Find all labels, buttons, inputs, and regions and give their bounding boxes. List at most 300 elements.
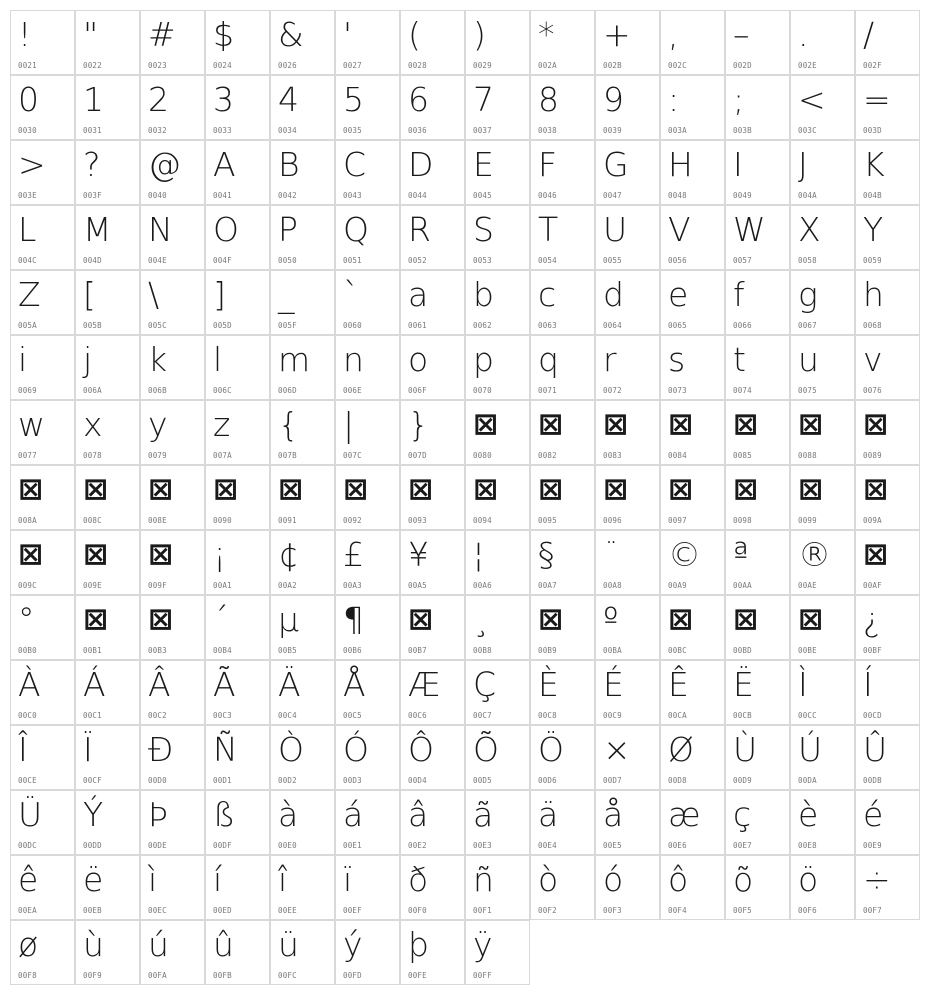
glyph-code-label: 0097 bbox=[668, 516, 687, 525]
glyph-cell-0089 bbox=[855, 400, 920, 465]
glyph-sample: s bbox=[668, 340, 686, 379]
glyph-sample: h bbox=[863, 275, 884, 314]
glyph-cell-009c bbox=[10, 530, 75, 595]
glyph-code-label: 00C2 bbox=[148, 711, 167, 720]
glyph-cell-00c0 bbox=[10, 660, 75, 725]
glyph-sample: Á bbox=[83, 665, 106, 704]
glyph-cell-0067 bbox=[790, 270, 855, 335]
glyph-code-label: 0091 bbox=[278, 516, 297, 525]
glyph-code-label: 0035 bbox=[343, 126, 362, 135]
glyph-sample: û bbox=[213, 925, 234, 964]
glyph-cell-0064 bbox=[595, 270, 660, 335]
glyph-sample: H bbox=[668, 145, 693, 184]
missing-glyph-icon: ⊠ bbox=[733, 407, 759, 442]
glyph-code-label: 00A8 bbox=[603, 581, 622, 590]
glyph-cell-006d bbox=[270, 335, 335, 400]
missing-glyph-icon: ⊠ bbox=[473, 472, 499, 507]
glyph-sample: 6 bbox=[408, 80, 429, 119]
glyph-cell-00ba bbox=[595, 595, 660, 660]
glyph-sample: É bbox=[603, 665, 624, 704]
glyph-cell-00e0 bbox=[270, 790, 335, 855]
glyph-code-label: 008C bbox=[83, 516, 102, 525]
glyph-code-label: 0073 bbox=[668, 386, 687, 395]
glyph-sample: g bbox=[798, 275, 818, 314]
glyph-code-label: 00C1 bbox=[83, 711, 102, 720]
glyph-cell-0027 bbox=[335, 10, 400, 75]
glyph-cell-0036 bbox=[400, 75, 465, 140]
glyph-cell-004e bbox=[140, 205, 205, 270]
glyph-sample: D bbox=[408, 145, 434, 184]
glyph-code-label: 00B5 bbox=[278, 646, 297, 655]
glyph-sample: £ bbox=[343, 535, 364, 574]
glyph-cell-006f bbox=[400, 335, 465, 400]
glyph-cell-00ee bbox=[270, 855, 335, 920]
glyph-cell-0058 bbox=[790, 205, 855, 270]
glyph-sample: = bbox=[863, 80, 891, 119]
glyph-cell-0083 bbox=[595, 400, 660, 465]
glyph-code-label: 0096 bbox=[603, 516, 622, 525]
glyph-cell-005a bbox=[10, 270, 75, 335]
glyph-cell-0047 bbox=[595, 140, 660, 205]
glyph-cell-0041 bbox=[205, 140, 270, 205]
glyph-sample: Ö bbox=[538, 730, 564, 769]
glyph-cell-00e6 bbox=[660, 790, 725, 855]
glyph-cell-00c8 bbox=[530, 660, 595, 725]
glyph-code-label: 00F4 bbox=[668, 906, 687, 915]
glyph-code-label: 0079 bbox=[148, 451, 167, 460]
glyph-cell-00c6 bbox=[400, 660, 465, 725]
glyph-sample: Ñ bbox=[213, 730, 238, 769]
glyph-sample: ¿ bbox=[863, 600, 881, 639]
glyph-cell-00bd bbox=[725, 595, 790, 660]
glyph-sample: K bbox=[863, 145, 885, 184]
glyph-sample: ! bbox=[18, 15, 32, 54]
glyph-code-label: 0066 bbox=[733, 321, 752, 330]
glyph-cell-0063 bbox=[530, 270, 595, 335]
glyph-sample: + bbox=[603, 15, 631, 54]
glyph-cell-00b6 bbox=[335, 595, 400, 660]
glyph-sample: # bbox=[148, 15, 176, 54]
glyph-cell-0046 bbox=[530, 140, 595, 205]
glyph-sample: x bbox=[83, 405, 103, 444]
glyph-code-label: 00C7 bbox=[473, 711, 492, 720]
glyph-code-label: 0059 bbox=[863, 256, 882, 265]
glyph-cell-00ed bbox=[205, 855, 270, 920]
glyph-cell-00d9 bbox=[725, 725, 790, 790]
glyph-cell-00a2 bbox=[270, 530, 335, 595]
missing-glyph-icon: ⊠ bbox=[798, 407, 824, 442]
glyph-code-label: 00CB bbox=[733, 711, 752, 720]
glyph-code-label: 0082 bbox=[538, 451, 557, 460]
glyph-cell-006a bbox=[75, 335, 140, 400]
glyph-code-label: 003A bbox=[668, 126, 687, 135]
glyph-sample: d bbox=[603, 275, 624, 314]
glyph-cell-00cc bbox=[790, 660, 855, 725]
glyph-code-label: 0064 bbox=[603, 321, 622, 330]
glyph-code-label: 00BC bbox=[668, 646, 687, 655]
missing-glyph-icon: ⊠ bbox=[603, 472, 629, 507]
glyph-code-label: 0034 bbox=[278, 126, 297, 135]
glyph-code-label: 0099 bbox=[798, 516, 817, 525]
glyph-code-label: 0052 bbox=[408, 256, 427, 265]
glyph-cell-0039 bbox=[595, 75, 660, 140]
glyph-code-label: 00F0 bbox=[408, 906, 427, 915]
glyph-cell-0085 bbox=[725, 400, 790, 465]
glyph-sample: r bbox=[603, 340, 617, 379]
glyph-code-label: 004C bbox=[18, 256, 37, 265]
glyph-code-label: 0065 bbox=[668, 321, 687, 330]
glyph-code-label: 0072 bbox=[603, 386, 622, 395]
glyph-code-label: 0058 bbox=[798, 256, 817, 265]
missing-glyph-icon: ⊠ bbox=[148, 472, 174, 507]
glyph-code-label: 00DD bbox=[83, 841, 102, 850]
missing-glyph-icon: ⊠ bbox=[18, 537, 44, 572]
glyph-cell-0062 bbox=[465, 270, 530, 335]
glyph-code-label: 0053 bbox=[473, 256, 492, 265]
glyph-sample: @ bbox=[148, 145, 181, 184]
glyph-cell-00b5 bbox=[270, 595, 335, 660]
glyph-code-label: 00F5 bbox=[733, 906, 752, 915]
glyph-sample: Ì bbox=[798, 665, 808, 704]
glyph-sample: < bbox=[798, 80, 826, 119]
glyph-cell-0034 bbox=[270, 75, 335, 140]
glyph-cell-0023 bbox=[140, 10, 205, 75]
glyph-code-label: 002C bbox=[668, 61, 687, 70]
glyph-cell-0056 bbox=[660, 205, 725, 270]
glyph-sample: ` bbox=[343, 275, 360, 314]
glyph-code-label: 00E1 bbox=[343, 841, 362, 850]
glyph-cell-00be bbox=[790, 595, 855, 660]
glyph-sample: i bbox=[18, 340, 28, 379]
glyph-sample: ¨ bbox=[603, 535, 620, 574]
glyph-sample: e bbox=[668, 275, 689, 314]
glyph-cell-00ae bbox=[790, 530, 855, 595]
missing-glyph-icon: ⊠ bbox=[343, 472, 369, 507]
glyph-cell-004a bbox=[790, 140, 855, 205]
glyph-cell-00c9 bbox=[595, 660, 660, 725]
glyph-sample: " bbox=[83, 15, 99, 54]
glyph-code-label: 009C bbox=[18, 581, 37, 590]
glyph-code-label: 005F bbox=[278, 321, 297, 330]
glyph-cell-00a5 bbox=[400, 530, 465, 595]
glyph-sample: Y bbox=[863, 210, 884, 249]
glyph-sample: Z bbox=[18, 275, 41, 314]
glyph-cell-00e9 bbox=[855, 790, 920, 855]
glyph-code-label: 00E7 bbox=[733, 841, 752, 850]
glyph-code-label: 00C8 bbox=[538, 711, 557, 720]
glyph-cell-00cb bbox=[725, 660, 790, 725]
glyph-sample: R bbox=[408, 210, 431, 249]
glyph-code-label: 00D5 bbox=[473, 776, 492, 785]
glyph-code-label: 00F6 bbox=[798, 906, 817, 915]
glyph-sample: } bbox=[408, 405, 429, 444]
glyph-sample: L bbox=[18, 210, 37, 249]
glyph-sample: V bbox=[668, 210, 691, 249]
glyph-code-label: 0070 bbox=[473, 386, 492, 395]
glyph-cell-00d0 bbox=[140, 725, 205, 790]
glyph-sample: Í bbox=[863, 665, 873, 704]
missing-glyph-icon: ⊠ bbox=[18, 472, 44, 507]
glyph-code-label: 006F bbox=[408, 386, 427, 395]
glyph-code-label: 0056 bbox=[668, 256, 687, 265]
glyph-code-label: 009F bbox=[148, 581, 167, 590]
glyph-sample: Ð bbox=[148, 730, 174, 769]
glyph-code-label: 0042 bbox=[278, 191, 297, 200]
glyph-sample: ´ bbox=[213, 600, 229, 639]
glyph-sample: Ü bbox=[18, 795, 43, 834]
glyph-sample: – bbox=[733, 15, 750, 54]
glyph-code-label: 00FC bbox=[278, 971, 297, 980]
glyph-sample: \ bbox=[148, 275, 160, 314]
glyph-sample: l bbox=[213, 340, 223, 379]
glyph-code-label: 0044 bbox=[408, 191, 427, 200]
glyph-cell-0042 bbox=[270, 140, 335, 205]
glyph-code-label: 0084 bbox=[668, 451, 687, 460]
glyph-sample: c bbox=[538, 275, 557, 314]
glyph-cell-0050 bbox=[270, 205, 335, 270]
glyph-cell-0080 bbox=[465, 400, 530, 465]
glyph-sample: ; bbox=[733, 80, 745, 119]
glyph-sample: § bbox=[538, 535, 555, 574]
glyph-cell-002b bbox=[595, 10, 660, 75]
glyph-code-label: 00E8 bbox=[798, 841, 817, 850]
glyph-sample: o bbox=[408, 340, 429, 379]
glyph-sample: ü bbox=[278, 925, 299, 964]
glyph-sample: & bbox=[278, 15, 304, 54]
glyph-cell-00e4 bbox=[530, 790, 595, 855]
glyph-cell-009e bbox=[75, 530, 140, 595]
glyph-cell-0044 bbox=[400, 140, 465, 205]
glyph-sample: é bbox=[863, 795, 884, 834]
glyph-code-label: 002D bbox=[733, 61, 752, 70]
glyph-cell-00f5 bbox=[725, 855, 790, 920]
glyph-code-label: 007A bbox=[213, 451, 232, 460]
glyph-cell-0099 bbox=[790, 465, 855, 530]
glyph-sample: × bbox=[603, 730, 631, 769]
glyph-code-label: 00C3 bbox=[213, 711, 232, 720]
glyph-code-label: 0045 bbox=[473, 191, 492, 200]
glyph-cell-00f4 bbox=[660, 855, 725, 920]
glyph-code-label: 0085 bbox=[733, 451, 752, 460]
glyph-cell-004b bbox=[855, 140, 920, 205]
glyph-cell-0021 bbox=[10, 10, 75, 75]
glyph-code-label: 006A bbox=[83, 386, 102, 395]
glyph-sample: ¢ bbox=[278, 535, 299, 574]
glyph-code-label: 0038 bbox=[538, 126, 557, 135]
glyph-cell-00b3 bbox=[140, 595, 205, 660]
glyph-sample: ª bbox=[733, 535, 749, 574]
glyph-cell-00b4 bbox=[205, 595, 270, 660]
glyph-code-label: 0088 bbox=[798, 451, 817, 460]
glyph-code-label: 00B6 bbox=[343, 646, 362, 655]
glyph-cell-0072 bbox=[595, 335, 660, 400]
glyph-cell-0082 bbox=[530, 400, 595, 465]
glyph-cell-003b bbox=[725, 75, 790, 140]
glyph-code-label: 00FA bbox=[148, 971, 167, 980]
glyph-cell-004d bbox=[75, 205, 140, 270]
glyph-cell-00a7 bbox=[530, 530, 595, 595]
glyph-cell-00d7 bbox=[595, 725, 660, 790]
glyph-code-label: 00E9 bbox=[863, 841, 882, 850]
glyph-code-label: 0054 bbox=[538, 256, 557, 265]
glyph-code-label: 0041 bbox=[213, 191, 232, 200]
glyph-sample: Ù bbox=[733, 730, 758, 769]
missing-glyph-icon: ⊠ bbox=[278, 472, 304, 507]
glyph-cell-0038 bbox=[530, 75, 595, 140]
glyph-code-label: 00A6 bbox=[473, 581, 492, 590]
glyph-sample: Å bbox=[343, 665, 366, 704]
glyph-code-label: 0063 bbox=[538, 321, 557, 330]
glyph-cell-00c1 bbox=[75, 660, 140, 725]
glyph-sample: | bbox=[343, 405, 355, 444]
glyph-cell-008c bbox=[75, 465, 140, 530]
glyph-code-label: 003F bbox=[83, 191, 102, 200]
glyph-code-label: 0039 bbox=[603, 126, 622, 135]
glyph-cell-008a bbox=[10, 465, 75, 530]
glyph-code-label: 0029 bbox=[473, 61, 492, 70]
glyph-cell-0088 bbox=[790, 400, 855, 465]
glyph-code-label: 00EB bbox=[83, 906, 102, 915]
glyph-code-label: 0077 bbox=[18, 451, 37, 460]
missing-glyph-icon: ⊠ bbox=[408, 602, 434, 637]
glyph-sample: ê bbox=[18, 860, 39, 899]
glyph-code-label: 0037 bbox=[473, 126, 492, 135]
glyph-cell-0077 bbox=[10, 400, 75, 465]
glyph-code-label: 0043 bbox=[343, 191, 362, 200]
glyph-code-label: 00DC bbox=[18, 841, 37, 850]
missing-glyph-icon: ⊠ bbox=[863, 407, 889, 442]
glyph-sample: ) bbox=[473, 15, 486, 54]
glyph-cell-0028 bbox=[400, 10, 465, 75]
glyph-code-label: 0048 bbox=[668, 191, 687, 200]
glyph-code-label: 005C bbox=[148, 321, 167, 330]
glyph-code-label: 003B bbox=[733, 126, 752, 135]
glyph-code-label: 0094 bbox=[473, 516, 492, 525]
glyph-code-label: 00A7 bbox=[538, 581, 557, 590]
glyph-cell-004f bbox=[205, 205, 270, 270]
glyph-code-label: 00FB bbox=[213, 971, 232, 980]
glyph-sample: Ä bbox=[278, 665, 301, 704]
glyph-sample: µ bbox=[278, 600, 299, 639]
missing-glyph-icon: ⊠ bbox=[213, 472, 239, 507]
glyph-code-label: 004A bbox=[798, 191, 817, 200]
glyph-cell-00ec bbox=[140, 855, 205, 920]
glyph-cell-0091 bbox=[270, 465, 335, 530]
glyph-code-label: 00D2 bbox=[278, 776, 297, 785]
glyph-sample: f bbox=[733, 275, 745, 314]
glyph-code-label: 00D1 bbox=[213, 776, 232, 785]
glyph-sample: t bbox=[733, 340, 746, 379]
glyph-code-label: 008E bbox=[148, 516, 167, 525]
glyph-cell-0092 bbox=[335, 465, 400, 530]
glyph-cell-00fd bbox=[335, 920, 400, 985]
glyph-cell-0059 bbox=[855, 205, 920, 270]
glyph-cell-00e2 bbox=[400, 790, 465, 855]
missing-glyph-icon: ⊠ bbox=[733, 472, 759, 507]
missing-glyph-icon: ⊠ bbox=[603, 407, 629, 442]
glyph-cell-0054 bbox=[530, 205, 595, 270]
glyph-cell-00dd bbox=[75, 790, 140, 855]
glyph-code-label: 00E0 bbox=[278, 841, 297, 850]
glyph-code-label: 00F7 bbox=[863, 906, 882, 915]
glyph-code-label: 00D0 bbox=[148, 776, 167, 785]
glyph-sample: Î bbox=[18, 730, 28, 769]
glyph-cell-0026 bbox=[270, 10, 335, 75]
glyph-cell-00db bbox=[855, 725, 920, 790]
missing-glyph-icon: ⊠ bbox=[798, 472, 824, 507]
glyph-cell-00fc bbox=[270, 920, 335, 985]
glyph-cell-00a9 bbox=[660, 530, 725, 595]
glyph-cell-0094 bbox=[465, 465, 530, 530]
glyph-cell-00df bbox=[205, 790, 270, 855]
glyph-sample: à bbox=[278, 795, 299, 834]
glyph-cell-005c bbox=[140, 270, 205, 335]
glyph-cell-006e bbox=[335, 335, 400, 400]
glyph-cell-0084 bbox=[660, 400, 725, 465]
glyph-cell-00d5 bbox=[465, 725, 530, 790]
missing-glyph-icon: ⊠ bbox=[538, 407, 564, 442]
glyph-code-label: 006B bbox=[148, 386, 167, 395]
glyph-sample: ¡ bbox=[213, 535, 227, 574]
glyph-sample: 5 bbox=[343, 80, 364, 119]
glyph-code-label: 0047 bbox=[603, 191, 622, 200]
glyph-cell-0024 bbox=[205, 10, 270, 75]
glyph-sample: B bbox=[278, 145, 300, 184]
glyph-cell-0093 bbox=[400, 465, 465, 530]
glyph-code-label: 00DE bbox=[148, 841, 167, 850]
glyph-cell-0096 bbox=[595, 465, 660, 530]
glyph-code-label: 0028 bbox=[408, 61, 427, 70]
glyph-code-label: 00D9 bbox=[733, 776, 752, 785]
glyph-sample: b bbox=[473, 275, 494, 314]
glyph-code-label: 00B3 bbox=[148, 646, 167, 655]
glyph-cell-002e bbox=[790, 10, 855, 75]
glyph-sample: å bbox=[603, 795, 624, 834]
glyph-cell-0040 bbox=[140, 140, 205, 205]
glyph-code-label: 0050 bbox=[278, 256, 297, 265]
glyph-code-label: 00D6 bbox=[538, 776, 557, 785]
glyph-sample: Ú bbox=[798, 730, 823, 769]
glyph-sample: ú bbox=[148, 925, 169, 964]
glyph-code-label: 00D7 bbox=[603, 776, 622, 785]
glyph-cell-0045 bbox=[465, 140, 530, 205]
glyph-code-label: 0027 bbox=[343, 61, 362, 70]
glyph-sample: ¥ bbox=[408, 535, 429, 574]
glyph-sample: á bbox=[343, 795, 364, 834]
glyph-sample: ò bbox=[538, 860, 559, 899]
glyph-cell-0032 bbox=[140, 75, 205, 140]
glyph-cell-00e3 bbox=[465, 790, 530, 855]
glyph-cell-00f0 bbox=[400, 855, 465, 920]
glyph-cell-0097 bbox=[660, 465, 725, 530]
glyph-sample: _ bbox=[278, 275, 295, 314]
glyph-code-label: 002F bbox=[863, 61, 882, 70]
glyph-code-label: 00A3 bbox=[343, 581, 362, 590]
glyph-cell-002f bbox=[855, 10, 920, 75]
glyph-code-label: 00B9 bbox=[538, 646, 557, 655]
glyph-cell-0078 bbox=[75, 400, 140, 465]
glyph-cell-00d4 bbox=[400, 725, 465, 790]
glyph-code-label: 0046 bbox=[538, 191, 557, 200]
glyph-code-label: 006C bbox=[213, 386, 232, 395]
glyph-code-label: 004D bbox=[83, 256, 102, 265]
glyph-sample: . bbox=[798, 15, 809, 54]
glyph-cell-0035 bbox=[335, 75, 400, 140]
glyph-code-label: 00F1 bbox=[473, 906, 492, 915]
glyph-cell-0052 bbox=[400, 205, 465, 270]
glyph-code-label: 0067 bbox=[798, 321, 817, 330]
glyph-sample: ó bbox=[603, 860, 624, 899]
